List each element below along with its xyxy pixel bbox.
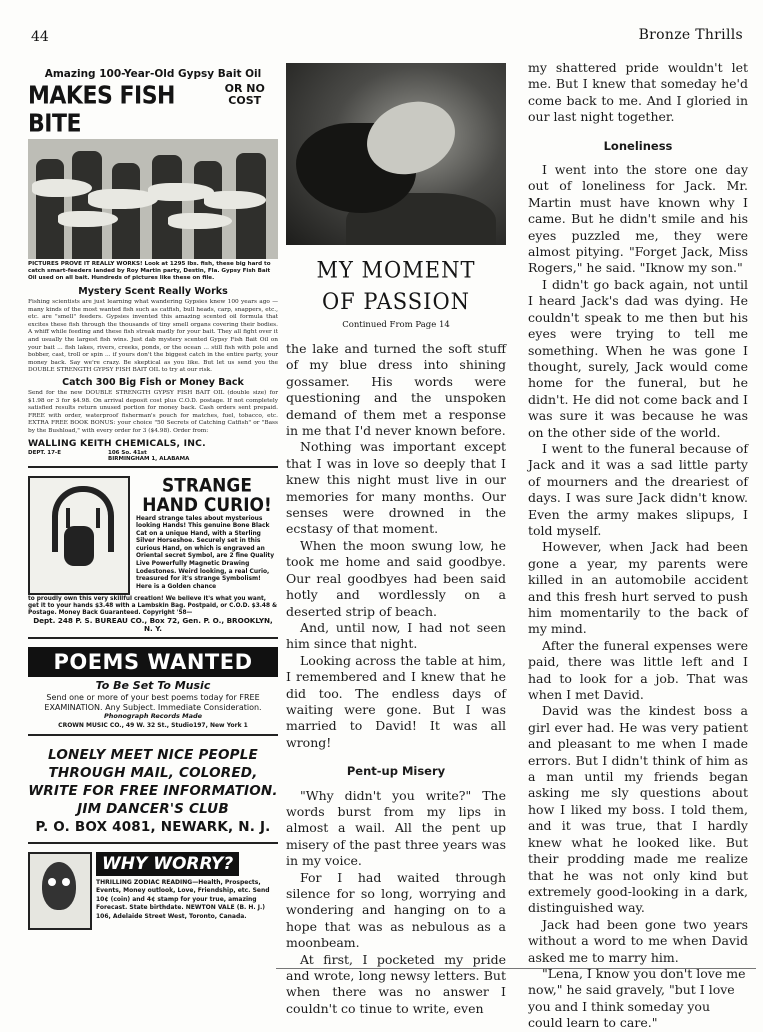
story-paragraph: For I had waited through silence for so long, worrying and wondering and hanging on to a hope that was as nebulous as a moonbeam. [286, 869, 506, 951]
ad-order-text: Send for the new DOUBLE STRENGTH GYPSY FISH BAIT OIL (double size) for $1.98 or 3 for $4.98. On arrival deposit cost plus C.O.D. postage. If not completely satisfied results return unused portion for money back. Cash orders sent prepaid. FREE with order, waterproof fisherman's pouch for matches, fuel, tobacco, etc. EXTRA FREE BOOK BONUS: your choice "50 Secrets of Catching Catfish" or "Bass by the Bushload," with every order for 3 ($4.98). Order from: [28, 389, 278, 434]
story-paragraph: However, when Jack had been gone a year, my parents were killed in an automobile accident and this fresh hurt served to push him momentarily to the back of my mind. [528, 539, 748, 637]
bait-oil-ad [28, 68, 278, 468]
story-title-line: OF PASSION [321, 289, 471, 315]
ad-headline: WHY WORRY? [96, 852, 239, 876]
story-paragraph: David was the kindest boss a girl ever had. He was very patient and pleasant to me when I made errors. But I didn't think of him as a man until my friends began asking me sly questions about how I liked my boss. I told them, and it was true, that I hardly knew what he looked like. But their prodding made me realize that he was not only kind but extremely good-looking in a dark, distinguished way. [528, 703, 748, 916]
page-number: 44 [31, 29, 49, 45]
story-title [286, 255, 506, 318]
ad-body-text: Fishing scientists are just learning what wandering Gypsies knew 100 years ago — many kinds of the most wanted fish such as catfish, bull heads, carp, snappers, etc., etc. are "smell" feeders. Gypsies invented this amazing scented oil formula that excites these fish through the thousands of tiny smell organs covering their bodies. A whiff while feeding and these fish streak madly for your bait. They all fight over it and usually the largest fish wins. Just dab mystery scented Gypsy Fish Bait Oil on your bait ... fish lakes, rivers, creeks, ponds, or the ocean ... still fish with pole and bobber, cast, troll or spin ... if yours don't the biggest catch in the entire party, your money back. Say we're crazy. Be skeptical as you like. But let us send you the DOUBLE STRENGTH GYPSY FISH BAIT OIL to try at our risk. [28, 299, 278, 374]
story-paragraph: Looking across the table at him, I remembered and I knew that he did too. The endless days of waiting were gone. But I was married to David! It was all wrong! [286, 652, 506, 750]
club-line: LONELY MEET NICE PEOPLE [48, 746, 258, 763]
company-name: WALLING KEITH CHEMICALS, INC. [28, 437, 206, 449]
story-illustration-photo [286, 63, 506, 245]
ad-headline: MAKES FISH BITE [28, 81, 175, 139]
ad-address: CROWN MUSIC CO., 49 W. 32 St., Studio197, New York 1 [58, 721, 248, 729]
street-address: 106 So. 41st [108, 449, 147, 456]
mystic-face-illustration [28, 852, 92, 930]
hand-curio-illustration [28, 476, 130, 595]
story-paragraph: Nothing was important except that I was in love so deeply that I knew this night must live in our memories for many months. Our senses were drowned in the ecstasy of that moment. [286, 439, 506, 537]
ad-subhead-mystery: Mystery Scent Really Works [78, 286, 228, 297]
story-column-middle [286, 341, 506, 1017]
story-paragraph: I went to the funeral because of Jack and it was a sad little party of mourners and the dreariest of days. I was sure Jack didn't know. Even the army makes slipups, I told myself. [528, 440, 748, 538]
club-line: JIM DANCER'S CLUB [77, 800, 229, 817]
section-subhead: Pent-up Misery [346, 764, 446, 779]
ad-body-text: Send one or more of your best poems today for FREE EXAMINATION. Any Subject. Immediate Consideration. [44, 693, 262, 712]
story-paragraph: my shattered pride wouldn't let me. But I knew that someday he'd come back to me. And I gloried in our last night together. [528, 60, 748, 125]
ad-headline-side: OR NO COST [224, 82, 265, 107]
ad-body-text: Heard strange tales about mysterious looking Hands! This genuine Bone Black Cat on a unique Hand, with a Sterling Silver Horseshoe. Securely set in this curious Hand, on which is engraved an Oriental secret Symbol, are 2 fine Quality Live Powerfully Magnetic Drawing Lodestones. Weird looking, a real Curio, treasured for it's strange Symbolism! Here is a Golden chance [136, 515, 275, 590]
ad-subhead-catch: Catch 300 Big Fish or Money Back [62, 376, 244, 388]
fish-catch-photo [28, 139, 278, 259]
photo-caption: PICTURES PROVE IT REALLY WORKS! Look at 1295 lbs. fish, these big hard to catch smart-feeders landed by Roy Martin party, Destin, Fla. Gypsy Fish Bait Oil used on all bait. Hundreds of pictures like these on file. [28, 261, 271, 281]
continued-from: Continued From Page 14 [342, 320, 450, 330]
section-subhead: Loneliness [603, 138, 673, 153]
story-paragraph: Jack had been gone two years without a word to me when David asked me to marry him. [528, 916, 748, 965]
club-line: THROUGH MAIL, COLORED, [48, 764, 258, 781]
ad-subhead: To Be Set To Music [95, 679, 211, 693]
story-paragraph: When the moon swung low, he took me home and said goodbye. Our real goodbyes had been said hotly and wordlessly on a deserted strip of beach. [286, 537, 506, 619]
poems-wanted-ad [28, 647, 278, 736]
bottom-rule [276, 968, 756, 969]
ad-label: Phonograph Records Made [103, 711, 203, 720]
ad-headline: STRANGE HAND CURIO! [142, 474, 272, 517]
running-head: Bronze Thrills [638, 27, 743, 43]
story-column-right [528, 60, 748, 1032]
why-worry-ad [28, 852, 278, 930]
city-address: BIRMINGHAM 1, ALABAMA [108, 455, 190, 462]
story-title-line: MY MOMENT [316, 257, 476, 283]
ad-headline: POEMS WANTED [28, 647, 278, 677]
story-paragraph: And, until now, I had not seen him since that night. [286, 619, 506, 652]
story-paragraph: At first, I pocketed my pride and wrote, long newsy letters. But when there was no answer I couldn't co tinue to write, even [286, 951, 506, 1016]
ad-body-text: THRILLING ZODIAC READING—Health, Prospects, Events, Money outlook, Love, Friendship, etc. Send 10¢ (coin) and 4¢ stamp for your true, amazing Forecast. State birthdate. NEWTON VALE (B. H. J.) 106, Adelaide Street West, Toronto, Canada. [96, 878, 270, 920]
ads-column [28, 68, 278, 930]
story-paragraph: "Why didn't you write?" The words burst from my lips in almost a wail. All the pent up misery of the past three years was in my voice. [286, 787, 506, 869]
story-paragraph: After the funeral expenses were paid, there was little left and I had to look for a job. That was when I met David. [528, 637, 748, 703]
story-paragraph: the lake and turned the soft stuff of my blue dress into shining gossamer. His words were questioning and the unspoken demand of them met a response in me that I'd never known before. [286, 341, 506, 439]
story-paragraph: I didn't go back again, not until I heard Jack's dad was dying. He couldn't speak to me then but his eyes were trying to tell me something. When he was gone I thought, surely, Jack would come home for the funeral, but he didn't. He did not come back and I was sure it was because he was on the other side of the world. [528, 276, 748, 440]
pen-pal-club-ad [28, 746, 278, 844]
ad-kicker: Amazing 100-Year-Old Gypsy Bait Oil [44, 68, 262, 80]
story-paragraph: I went into the store one day out of loneliness for Jack. Mr. Martin must have known why I came. But he didn't smile and his eyes puzzled me, they were almost pitying. "Forget Jack, Miss Rogers," he said. "Iknow my son." [528, 162, 748, 276]
dept-code: DEPT. 17-E [28, 449, 61, 456]
club-line: WRITE FOR FREE INFORMATION. [28, 782, 278, 799]
ad-address: Dept. 248 P. S. BUREAU CO., Box 72, Gen. P. O., BROOKLYN, N. Y. [33, 616, 273, 634]
club-address: P. O. BOX 4081, NEWARK, N. J. [35, 818, 271, 835]
hand-curio-ad [28, 476, 278, 640]
ad-body-text-wide: to proudly own this very skillful creation! We believe it's what you want, get it to your hands $3.48 with a Lambskin Bag. Postpaid, or C.O.D. $3.48 & Postage. Money Back Guaranteed. Copyright '58— [28, 595, 278, 616]
story-paragraph: "Lena, I know you don't love me now," he said gravely, "but I love you and I think someday you could learn to care." [528, 965, 746, 1031]
